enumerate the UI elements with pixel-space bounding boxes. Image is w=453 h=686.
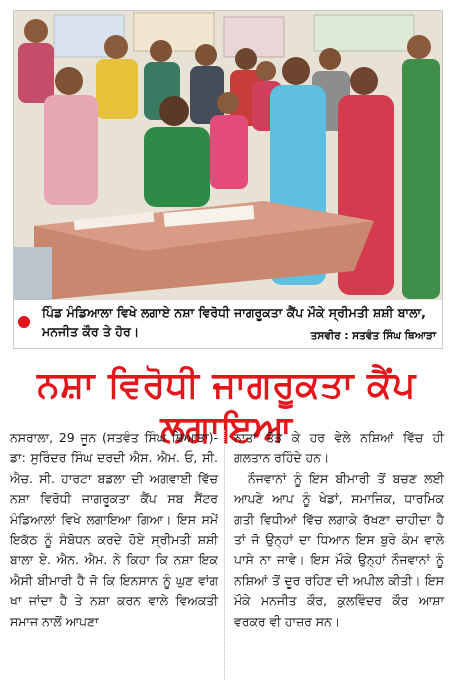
column-divider <box>224 430 225 680</box>
caption-text: ਪਿੰਡ ਮੰਡਿਆਲਾ ਵਿਖੇ ਲਗਾਏ ਨਸ਼ਾ ਵਿਰੋਧੀ ਜਾਗਰੂਕਤਾ ਕੈਂਪ ਮੌਕੇ ਸ੍ਰੀਮਤੀ ਸ਼ਸ਼ੀ ਬਾਲਾ, ਮਨਜੀਤ ਕੌਰ ਤੇ ਹੋਰ। <box>42 305 426 339</box>
article-paragraph: ਨਸਰਾਲਾ, 29 ਜੂਨ (ਸਤਵੰਤ ਸਿੰਘ ਥਿਆੜਾ)-ਡਾ: ਸੁਰਿੰਦਰ ਸਿੰਘ ਦਰਦੀ ਐਸ. ਐਮ. ਓ, ਸੀ. ਐਚ. ਸੀ. ਹਾਰਟਾ ਬਡਲਾ ਦੀ ਅਗਵਾਈ ਵਿੱਚ ਨਸ਼ਾ ਵਿਰੋਧੀ ਜਾਗਰੂਕਤਾ ਕੈਂਪ ਸਬ ਸੈਂਟਰ ਮੰਡਿਆਲਾਂ ਵਿਖੇ ਲਗਾਇਆ ਗਿਆ। ਇਸ ਸਮੇਂ ਇਕੱਠ ਨੂੰ ਸੰਬੋਧਨ ਕਰਦੇ ਹੋਏ ਸ੍ਰੀਮਤੀ ਸ਼ਸ਼ੀ ਬਾਲਾ ਏ. ਐਨ. ਐਮ. ਨੇ ਕਿਹਾ ਕਿ ਨਸ਼ਾ ਇਕ ਐਸੀ ਬੀਮਾਰੀ ਹੈ ਜੋ ਕਿ ਇਨਸਾਨ ਨੂੰ ਘੁਣ ਵਾਂਗ ਖਾ ਜਾਂਦਾ ਹੈ ਤੇ ਨਸ਼ਾ ਕਰਨ ਵਾਲੇ ਵਿਅਕਤੀ ਸਮਾਜ ਨਾਲੋਂ ਆਪਣਾ <box>10 430 218 629</box>
article-right-column <box>234 428 444 632</box>
news-photo <box>13 10 443 302</box>
photo-caption <box>13 300 443 349</box>
photo-credit: ਤਸਵੀਰ : ਸਤਵੰਤ ਸਿੰਘ ਥਿਆੜਾ <box>310 330 436 342</box>
group-photo-illustration <box>14 11 442 301</box>
headline: ਨਸ਼ਾ ਵਿਰੋਧੀ ਜਾਗਰੂਕਤਾ ਕੈਂਪ ਲਗਾਇਆ <box>37 365 416 450</box>
article-paragraph: ਨੌਜਵਾਨਾਂ ਨੂੰ ਇਸ ਬੀਮਾਰੀ ਤੋਂ ਬਚਣ ਲਈ ਆਪਣੇ ਆਪ ਨੂੰ ਖੇਡਾਂ, ਸਮਾਜਿਕ, ਧਾਰਮਿਕ ਗਤੀ ਵਿਧੀਆਂ ਵਿੱਚ ਲਗਾਕੇ ਰੱਖਣਾ ਚਾਹੀਦਾ ਹੈ ਤਾਂ ਜੋ ਉਨ੍ਹਾਂ ਦਾ ਧਿਆਨ ਇਸ ਬੁਰੇ ਕੰਮ ਵਾਲੇ ਪਾਸੇ ਨਾ ਜਾਵੇ। ਇਸ ਮੌਕੇ ਉਨ੍ਹਾਂ ਨੌਜਵਾਨਾਂ ਨੂੰ ਨਸ਼ਿਆਂ ਤੋਂ ਦੂਰ ਰਹਿਣ ਦੀ ਅਪੀਲ ਕੀਤੀ। ਇਸ ਮੌਕੇ ਮਨਜੀਤ ਕੌਰ, ਕੁਲਵਿੰਦਰ ਕੌਰ ਆਸ਼ਾ ਵਰਕਰ ਵੀ ਹਾਜ਼ਰ ਸਨ। <box>234 470 444 629</box>
article-left-column <box>10 428 218 632</box>
article-paragraph: ਨਾਤਾ ਤੋੜ ਕੇ ਹਰ ਵੇਲੇ ਨਸ਼ਿਆਂ ਵਿੱਚ ਹੀ ਗਲਤਾਨ ਰਹਿੰਦੇ ਹਨ। <box>234 430 444 466</box>
bullet-icon <box>18 316 30 328</box>
